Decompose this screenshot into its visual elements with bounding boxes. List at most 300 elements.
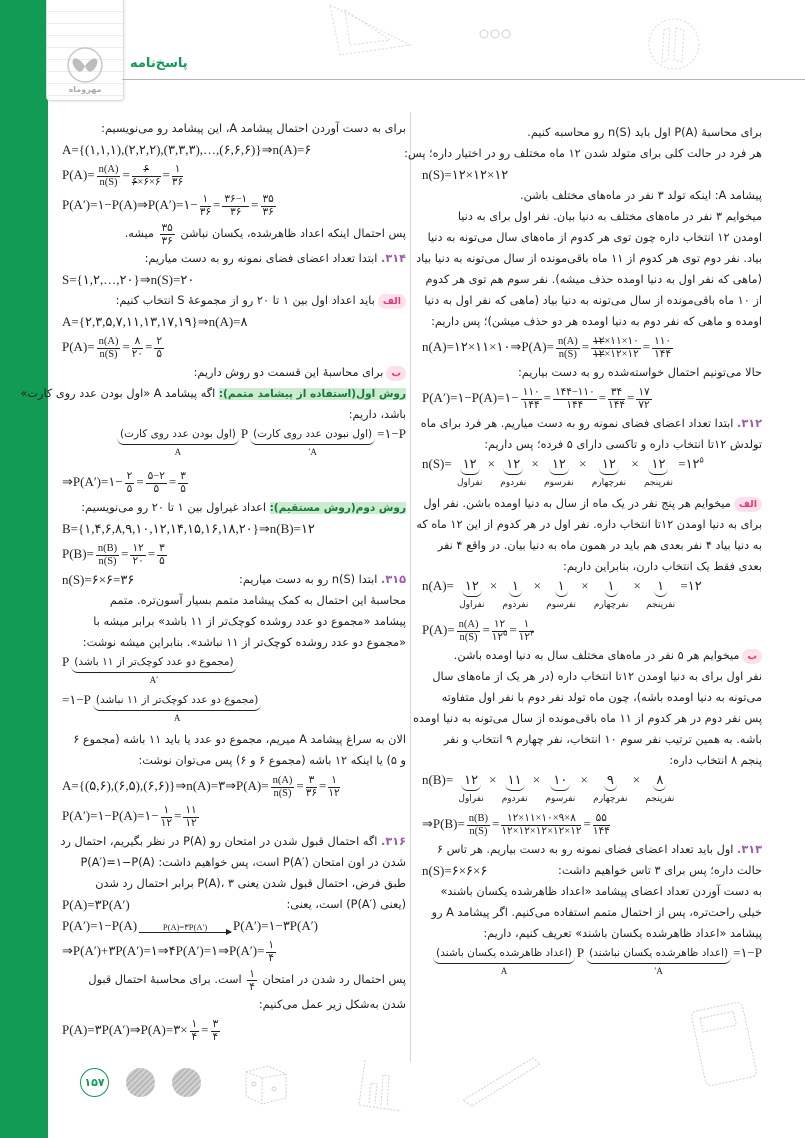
text-line <box>422 902 762 923</box>
text-run: اومده و ماهی که نفر دوم به دنیا اومده هر دو حذف میشن)؛ پس داریم: <box>431 315 762 328</box>
text-run: = <box>598 390 607 405</box>
fraction <box>306 775 317 800</box>
underbrace-group <box>502 577 528 611</box>
fraction <box>161 805 172 830</box>
numerator: ۱ <box>172 164 183 177</box>
logo-text: مهروماه <box>68 85 102 94</box>
denominator: ۱۴۴ <box>608 399 625 411</box>
question-number: ۳۱۲. <box>737 417 762 430</box>
fraction <box>190 1019 200 1044</box>
text-line <box>62 994 406 1015</box>
equation-line <box>422 455 762 493</box>
text-line <box>422 645 762 666</box>
text-line <box>62 873 406 894</box>
text-run: P <box>240 426 249 441</box>
numerator: ۳۶−۱ <box>224 193 248 205</box>
text-run: شدن در اون امتحان P(A′) است، پس خواهیم داشت: P(A′)=۱−P(A) <box>80 856 406 869</box>
underbrace-label: نفرسوم <box>546 599 576 609</box>
fraction <box>146 471 167 496</box>
text-line <box>62 569 406 590</box>
text-run: = <box>583 816 591 831</box>
text-run: نفر اول برای به دنیا اومدن ۱۲تا انتخاب داره (در هر یک از ماه‌های سال <box>432 670 762 683</box>
text-run: پیشامد «اعداد ظاهرشده یکسان باشند» تعریف کنیم، داریم: <box>483 927 762 940</box>
text-run: = <box>509 622 517 637</box>
text-run: × <box>485 772 500 787</box>
underbrace-group <box>250 425 375 459</box>
text-run: × <box>629 772 644 787</box>
underbrace-group <box>502 771 528 805</box>
numerator: ۱ <box>200 194 211 207</box>
text-run: اعداد غیراول بین ۱ تا ۲۰ رو می‌نویسیم: <box>81 501 270 514</box>
exponent: ۵ <box>699 455 704 465</box>
text-run: = <box>168 474 177 489</box>
text-run: ×۱۱×۱۰ <box>604 335 639 347</box>
denominator: ۲۰ <box>132 555 144 567</box>
text-line <box>62 852 406 873</box>
underbrace-label: نفرپنجم <box>646 599 676 609</box>
butterfly-logo-icon <box>61 46 109 84</box>
denominator: ۱۴۴ <box>522 399 540 411</box>
equation-line <box>422 332 762 362</box>
right-column <box>404 122 762 986</box>
denominator: ۲۰ <box>131 348 144 360</box>
denominator: n(S) <box>98 555 117 567</box>
method-highlight: روش اول(استفاده از پیشامد متمم): <box>218 388 406 400</box>
equation-line <box>62 160 406 190</box>
underbrace-term: ۱۱ <box>505 771 525 791</box>
text-run: P(A′)=۱−۳P(A′) <box>233 918 318 933</box>
denominator: ۵ <box>156 348 163 360</box>
text-line <box>62 894 406 915</box>
underbrace-group <box>545 771 575 805</box>
text-line <box>62 729 406 750</box>
text-run: اگه پیشامد A «اول بودن عدد روی کارت» <box>20 387 219 400</box>
text-run: میخوایم هر پنج نفر در یک ماه از سال به دنیا اومده باشن. نفر اول <box>423 497 731 510</box>
text-run: میخوایم ۳ نفر در ماه‌های مختلف به دنیا بیان. نفر اول برای به دنیا <box>457 210 762 223</box>
text-run: = <box>121 546 129 561</box>
denominator: ۳۶ <box>161 234 173 247</box>
text-line <box>422 227 762 248</box>
text-line <box>62 611 406 632</box>
text-run: = <box>642 339 651 354</box>
text-line <box>62 404 406 425</box>
method-highlight: روش دوم(روش مستقیم): <box>269 502 406 514</box>
equation-line <box>62 518 406 539</box>
text-run: هر فرد در حالت کلی برای متولد شدن ۱۲ ماه مختلف رو در اختیار داره؛ پس: <box>404 147 762 160</box>
numerator: ۵−۲ <box>147 470 165 482</box>
exponent: ۵ <box>503 628 508 638</box>
denominator: ۱۲ <box>160 817 172 829</box>
fraction <box>266 940 276 965</box>
underbrace-term: ۸ <box>653 771 666 791</box>
numerator: ۳ <box>306 775 317 788</box>
fraction <box>172 164 183 189</box>
text-line <box>62 362 406 383</box>
text-run: × <box>630 578 645 593</box>
numerator: ۳۴ <box>608 387 625 400</box>
text-run: برای محاسبهٔ P(A) اول باید n(S) رو محاسبه کنیم. <box>527 126 762 139</box>
numerator: ۱ <box>328 775 339 788</box>
dots-icon <box>478 24 514 44</box>
text-run: = <box>296 778 304 793</box>
text-run: شدن به‌شکل زیر عمل می‌کنیم: <box>258 998 406 1011</box>
equation-line <box>62 269 406 290</box>
denominator: ۵ <box>153 483 160 495</box>
text-run: است. برای محاسبهٔ احتمال قبول <box>88 973 246 986</box>
numerator: ۳۵ <box>262 193 274 205</box>
fraction <box>154 336 164 361</box>
fraction <box>200 194 211 219</box>
text-run: = <box>492 816 500 831</box>
fraction <box>132 336 143 361</box>
fraction <box>132 164 161 189</box>
question-number: ۳۱۵. <box>381 573 406 586</box>
underbrace-group <box>71 653 236 687</box>
numerator <box>132 164 161 177</box>
text-run: پس احتمال اینکه اعداد ظاهرشده، یکسان نباشن <box>176 227 406 240</box>
equation-line <box>62 425 406 467</box>
text-run: = <box>482 622 490 637</box>
underbrace-label: نفردوم <box>502 599 529 609</box>
underbrace-term: ۱ <box>509 577 522 597</box>
text-run: اگه احتمال قبول شدن در امتحان رو P(A) در نظر بگیریم، احتمال رد <box>60 835 382 848</box>
text-run: P <box>62 654 70 669</box>
underbrace-term: ۹ <box>604 771 617 791</box>
text-run: × <box>577 772 592 787</box>
denominator: ۱۴۴ <box>566 399 584 411</box>
numerator: n(A) <box>557 335 578 347</box>
header-divider <box>122 79 805 80</box>
numerator: ۱۱ <box>185 804 197 816</box>
text-line <box>62 590 406 611</box>
text-run: =۱۲ <box>677 578 702 593</box>
text-line <box>422 729 762 750</box>
equation-line <box>62 1015 406 1045</box>
denominator <box>591 349 641 361</box>
fraction <box>591 336 641 361</box>
equation <box>62 569 134 590</box>
equation-line <box>62 332 406 362</box>
cancelled-term: ۱۲ <box>593 335 605 347</box>
denominator <box>491 628 508 644</box>
arrow-condition: P(A)=۳P(A′) <box>162 921 208 932</box>
underbrace-group <box>500 455 526 489</box>
fraction <box>501 813 581 838</box>
publisher-logo-card <box>46 0 124 101</box>
text-run: P(A)= <box>62 167 95 182</box>
text-run: خیلی راحت‌تره، پس از احتمال متمم استفاده می‌کنیم. اگر پیشامد A رو <box>431 906 762 919</box>
numerator: n(B) <box>468 812 489 824</box>
text-line <box>62 966 406 994</box>
text-run: n(S)=۶×۶=۳۶ <box>62 572 135 587</box>
text-line <box>422 881 762 902</box>
underbrace-group <box>586 944 731 978</box>
text-line <box>422 860 762 881</box>
underbrace-label: نفرپنجم <box>645 793 675 803</box>
text-run: = <box>147 546 156 561</box>
underbrace-label: نفراول <box>456 477 483 487</box>
numerator: ۳ <box>212 1018 219 1030</box>
denominator: n(S) <box>99 348 118 360</box>
fraction <box>157 543 167 568</box>
text-run: = <box>212 197 221 212</box>
text-run: برای به دنیا اومدن ۱۲تا انتخاب داره. نفر اول در هر کدوم از این ۱۲ ماه که <box>416 518 762 531</box>
text-run: P(A)=۳P(A′)⇒P(A)=۳× <box>62 1022 188 1037</box>
underbrace-term: ۱۲ <box>461 771 481 791</box>
fraction <box>556 336 580 361</box>
underbrace-label: نفرپنجم <box>643 477 673 487</box>
underbrace-group <box>546 577 576 611</box>
text-run: ابتدا n(S) رو به دست میاریم: <box>239 573 382 586</box>
underbrace-term: ۱۲ <box>503 455 523 475</box>
text-run: = <box>543 390 551 405</box>
text-line <box>422 311 762 332</box>
text-run: = <box>145 339 153 354</box>
fraction <box>652 336 673 361</box>
text-run: × <box>578 578 592 593</box>
denominator: ۴ <box>249 980 255 993</box>
equation-line <box>62 801 406 831</box>
text-line <box>20 383 406 404</box>
denominator <box>132 177 161 189</box>
text-run: حالت داره؛ پس برای ۳ تاس خواهیم داشت: <box>558 864 762 877</box>
underbrace-group <box>544 455 574 489</box>
fraction <box>160 222 175 247</box>
fraction <box>222 194 249 219</box>
underbrace-term: ۱ <box>605 577 618 597</box>
equation-line <box>422 809 762 839</box>
numerator: ۳۵ <box>161 221 173 234</box>
denominator: n(S) <box>99 176 118 188</box>
pen-icon <box>458 1050 548 1110</box>
equation-line <box>62 653 406 691</box>
part-badge: ب <box>386 366 406 381</box>
fraction <box>211 1019 221 1044</box>
underbrace-label: نفراول <box>459 599 485 609</box>
fraction <box>467 813 490 838</box>
numerator: ۱ <box>249 967 255 980</box>
numerator: n(A) <box>272 774 293 786</box>
numerator: ۱۷ <box>638 386 650 398</box>
denominator: ۱۲×۱۲×۱۲×۱۲×۱۲ <box>501 825 582 837</box>
numerator: ۲ <box>156 335 163 347</box>
underbrace-term: ۱۲ <box>648 455 668 475</box>
text-run: P(A′)=۱−P(A) <box>62 918 138 933</box>
fraction <box>261 194 276 219</box>
text-run: تولدش ۱۲تا انتخاب داره و تاکسی دارای ۵ فرده؛ پس داریم: <box>484 438 762 451</box>
text-run: P(B)= <box>62 546 94 561</box>
text-line <box>62 248 406 269</box>
equation <box>422 860 487 881</box>
numerator <box>591 336 641 349</box>
equation-line <box>422 771 762 809</box>
text-line <box>422 122 762 143</box>
numerator: n(A) <box>98 163 119 175</box>
denominator: ۴ <box>191 1031 198 1043</box>
numerator: ۱۲ <box>132 542 144 554</box>
fraction <box>553 387 597 412</box>
text-run: (یعنی P(A′)) است، یعنی: <box>286 898 406 911</box>
header-title: پاسخ‌نامه <box>130 56 188 71</box>
text-line <box>62 632 406 653</box>
text-run: پنجم ۸ انتخاب داره: <box>669 754 762 767</box>
text-run: ۱۲ <box>491 631 504 643</box>
text-run: الان به سراغ پیشامد A میریم، مجموع دو عدد یا باید ۱۱ باشه (مجموع ۶ <box>73 733 406 746</box>
numerator: ۱۱۰ <box>522 386 540 398</box>
text-line <box>422 687 762 708</box>
underbrace-group <box>644 455 673 489</box>
text-run: محاسبهٔ این احتمال به کمک پیشامد متمم بسیار آسون‌تره. متمم <box>109 594 406 607</box>
text-run: P(A′)=۱−P(A)=۱− <box>62 808 159 823</box>
underbrace-term: ۱۲ <box>549 455 569 475</box>
equation-line <box>62 139 406 160</box>
text-run: طبق فرض، احتمال قبول شدن یعنی P(A)، ۳ برابر احتمال رد شدن <box>95 877 406 890</box>
underbrace-label: نفرسوم <box>544 477 574 487</box>
numerator: ۳ <box>180 470 186 482</box>
numerator: n(A) <box>98 335 119 347</box>
text-run: = <box>173 808 182 823</box>
text-run: = <box>136 474 144 489</box>
underbrace-group <box>458 771 483 805</box>
text-run: باشد، داریم: <box>348 408 406 421</box>
text-run: بعدی فقط یک انتخاب دارن، بنابراین داریم: <box>563 560 762 573</box>
text-run: n(B)= <box>422 772 457 787</box>
text-run: به دست آوردن تعداد اعضای پیشامد «اعداد ظاهرشده یکسان باشند» <box>440 885 762 898</box>
text-run: ۱ <box>523 618 530 630</box>
question-number: ۳۱۴. <box>381 252 406 265</box>
text-line <box>422 269 762 290</box>
text-run: A={۲,۳,۵,۷,۱۱,۱۳,۱۷,۱۹}⇒n(A)=۸ <box>62 314 248 329</box>
text-line <box>422 413 762 434</box>
numerator: ۲ <box>126 470 133 482</box>
denominator: n(S) <box>469 825 488 837</box>
text-run: ۱۲ <box>493 618 506 630</box>
underbrace-term: ۱ <box>654 577 667 597</box>
text-line <box>422 290 762 311</box>
underbrace-term: ۱۲ <box>462 577 482 597</box>
fraction <box>96 543 119 568</box>
denominator: ۱۴۴ <box>592 825 610 837</box>
text-run: و ۵) یا اینکه ۱۲ باشه (مجموع ۶ و ۶) پس می‌توان نوشت: <box>138 754 406 767</box>
underbrace-label: نفردوم <box>500 477 527 487</box>
denominator: ۳۶ <box>262 206 274 218</box>
text-run: پیشامد A: اینکه تولد ۳ نفر در ماه‌های مختلف باشن. <box>519 189 762 202</box>
fraction <box>178 471 188 496</box>
text-line <box>422 839 762 860</box>
equation-line <box>422 944 762 986</box>
numerator: ۱۴۴−۱۱۰ <box>554 386 595 398</box>
text-line <box>416 514 762 535</box>
underbrace-term: ۱۲ <box>599 455 619 475</box>
text-run: n(A)=۱۲×۱۱×۱۰⇒P(A)= <box>422 339 554 354</box>
underbrace-label: نفردوم <box>501 793 528 803</box>
underbrace-label: نفرچهارم <box>593 599 629 609</box>
text-line <box>422 535 762 556</box>
text-line <box>416 248 762 269</box>
underbrace-term: (مجموع دو عدد کوچک‌تر از ۱۱ باشد) <box>71 653 236 673</box>
underbrace-term: (اول نبودن عدد روی کارت) <box>250 425 375 445</box>
text-line <box>62 290 406 311</box>
fraction <box>125 471 135 496</box>
text-run: =۱−P <box>377 426 406 441</box>
underbrace-label: A′ <box>308 447 317 457</box>
text-run: ⇒P(A′)=۱− <box>62 474 123 489</box>
text-run: × <box>628 456 642 471</box>
denominator: n(S) <box>273 787 292 799</box>
text-run: × <box>528 456 543 471</box>
text-run: × <box>575 456 590 471</box>
fraction <box>130 543 145 568</box>
text-run: P <box>576 945 585 960</box>
equation-line <box>62 311 406 332</box>
text-run: S={۱,۲,…,۲۰}⇒n(S)=۲۰ <box>62 272 195 287</box>
underbrace-label: A′ <box>149 675 159 685</box>
text-run: باشه. به همین ترتیب نفر سوم ۱۰ انتخاب، نفر چهارم ۹ انتخاب و نفر <box>443 733 762 746</box>
text-run: × <box>484 456 499 471</box>
text-run: =۱۲ <box>674 456 700 471</box>
text-run: = <box>122 167 130 182</box>
denominator: ۵ <box>159 555 165 567</box>
text-run: (ماهی که نفر اول به دنیا اومده حذف میشه). نفر سوم هم توی هر کدوم <box>425 273 762 286</box>
text-run: ۱۲ <box>518 631 530 643</box>
text-run: = <box>162 167 170 182</box>
underbrace-label: نفرچهارم <box>591 477 627 487</box>
column-divider <box>410 112 411 1062</box>
underbrace-label: A′ <box>654 966 663 976</box>
fraction <box>608 387 625 412</box>
numerator: ۱۱۰ <box>654 335 672 347</box>
denominator: n(S) <box>558 348 577 360</box>
underbrace-group <box>117 425 239 459</box>
part-badge: ب <box>742 649 762 664</box>
underbrace-term: ۱ <box>555 577 568 597</box>
text-run: اومدن ۱۲ انتخاب داره چون توی هر کدوم از ماه‌های سال می‌تونه به دنیا <box>427 231 762 244</box>
underbrace-label: نفرچهارم <box>593 793 628 803</box>
text-run: × <box>529 772 544 787</box>
equation-line <box>422 577 762 615</box>
equation-line <box>62 539 406 569</box>
text-run: از ۱۰ ماه باقی‌مونده از سال می‌تونه به دنیا بیاد (ماهی که نفر اول به دنیا <box>424 294 762 307</box>
cancelled-term: ۶ <box>131 176 138 188</box>
text-run: n(A)= <box>422 578 458 593</box>
denominator: ۱۴۴ <box>654 348 672 360</box>
denominator: ۷۲ <box>638 399 650 411</box>
denominator: ۱۲ <box>185 817 197 829</box>
denominator: ۳۶ <box>171 176 184 188</box>
question-number: ۳۱۳. <box>737 843 762 856</box>
underbrace-term: (اعداد ظاهرشده یکسان باشند) <box>433 944 575 964</box>
numerator: ۳ <box>159 542 165 554</box>
equation-line <box>62 936 406 966</box>
text-run: = <box>251 197 259 212</box>
green-side-bar <box>0 0 48 1138</box>
numerator: ۱ <box>191 1018 198 1030</box>
text-run: P(A)= <box>422 622 455 637</box>
text-run: میخوایم هر ۵ نفر در ماه‌های مختلف سال به دنیا اومده باشن. <box>453 649 740 662</box>
fraction <box>519 619 535 644</box>
fraction <box>247 968 257 993</box>
exponent: ۴ <box>529 628 535 638</box>
text-run: ⇒P(B)= <box>422 816 465 831</box>
text-run: حالا می‌تونیم احتمال خواسته‌شده رو به دست بیاریم: <box>517 366 762 379</box>
text-line <box>62 118 406 139</box>
denominator: ۱۲ <box>328 787 340 799</box>
hatched-circle-icon <box>172 1068 201 1097</box>
equation-line <box>62 190 406 220</box>
text-run: پس احتمال رد شدن در امتحان <box>258 973 406 986</box>
hatched-circle-icon <box>126 1068 155 1097</box>
text-line <box>62 497 406 518</box>
